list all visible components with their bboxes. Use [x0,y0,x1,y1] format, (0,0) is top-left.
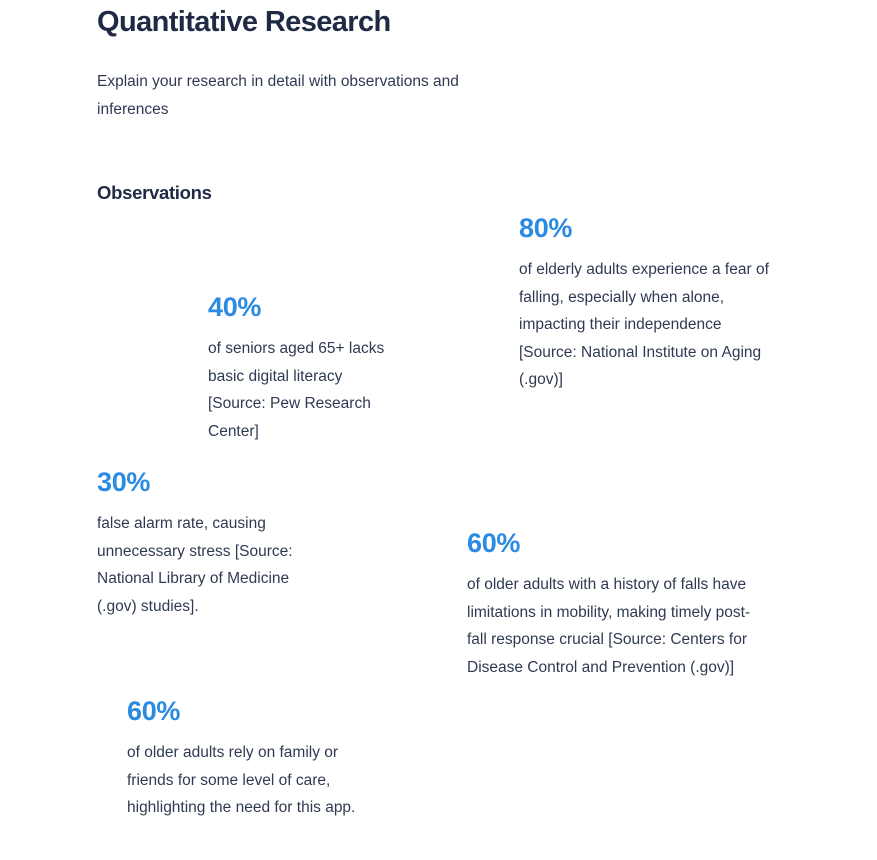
stat-block-mobility-limitations [467,527,767,681]
stat-block-false-alarm-rate [97,466,332,620]
stat-value: 80% [519,213,573,243]
stat-block-fear-of-falling [519,212,779,394]
stat-value: 30% [97,467,151,497]
observations-heading: Observations [97,182,212,203]
stat-description: of older adults rely on family or friends for some level of care, highlighting the need for this app. [127,744,356,816]
stat-value: 60% [467,528,521,558]
stat-block-family-care [127,695,377,822]
stat-description: of older adults with a history of falls have limitations in mobility, making timely post-fall response crucial [Source: Centers for Disease Control and Prevention (.gov)] [467,576,751,676]
stat-description: false alarm rate, causing unnecessary stress [Source: National Library of Medicine (.gov) studies]. [97,515,293,615]
stat-block-digital-literacy [208,291,398,445]
page-subtitle: Explain your research in detail with observations and inferences [97,73,459,118]
page-title: Quantitative Research [97,6,391,38]
stat-description: of seniors aged 65+ lacks basic digital literacy [Source: Pew Research Center] [208,340,385,440]
stat-value: 60% [127,696,181,726]
stat-description: of elderly adults experience a fear of falling, especially when alone, impacting their independence [Source: National Institute on Aging (.gov)] [519,261,769,388]
stat-value: 40% [208,292,262,322]
